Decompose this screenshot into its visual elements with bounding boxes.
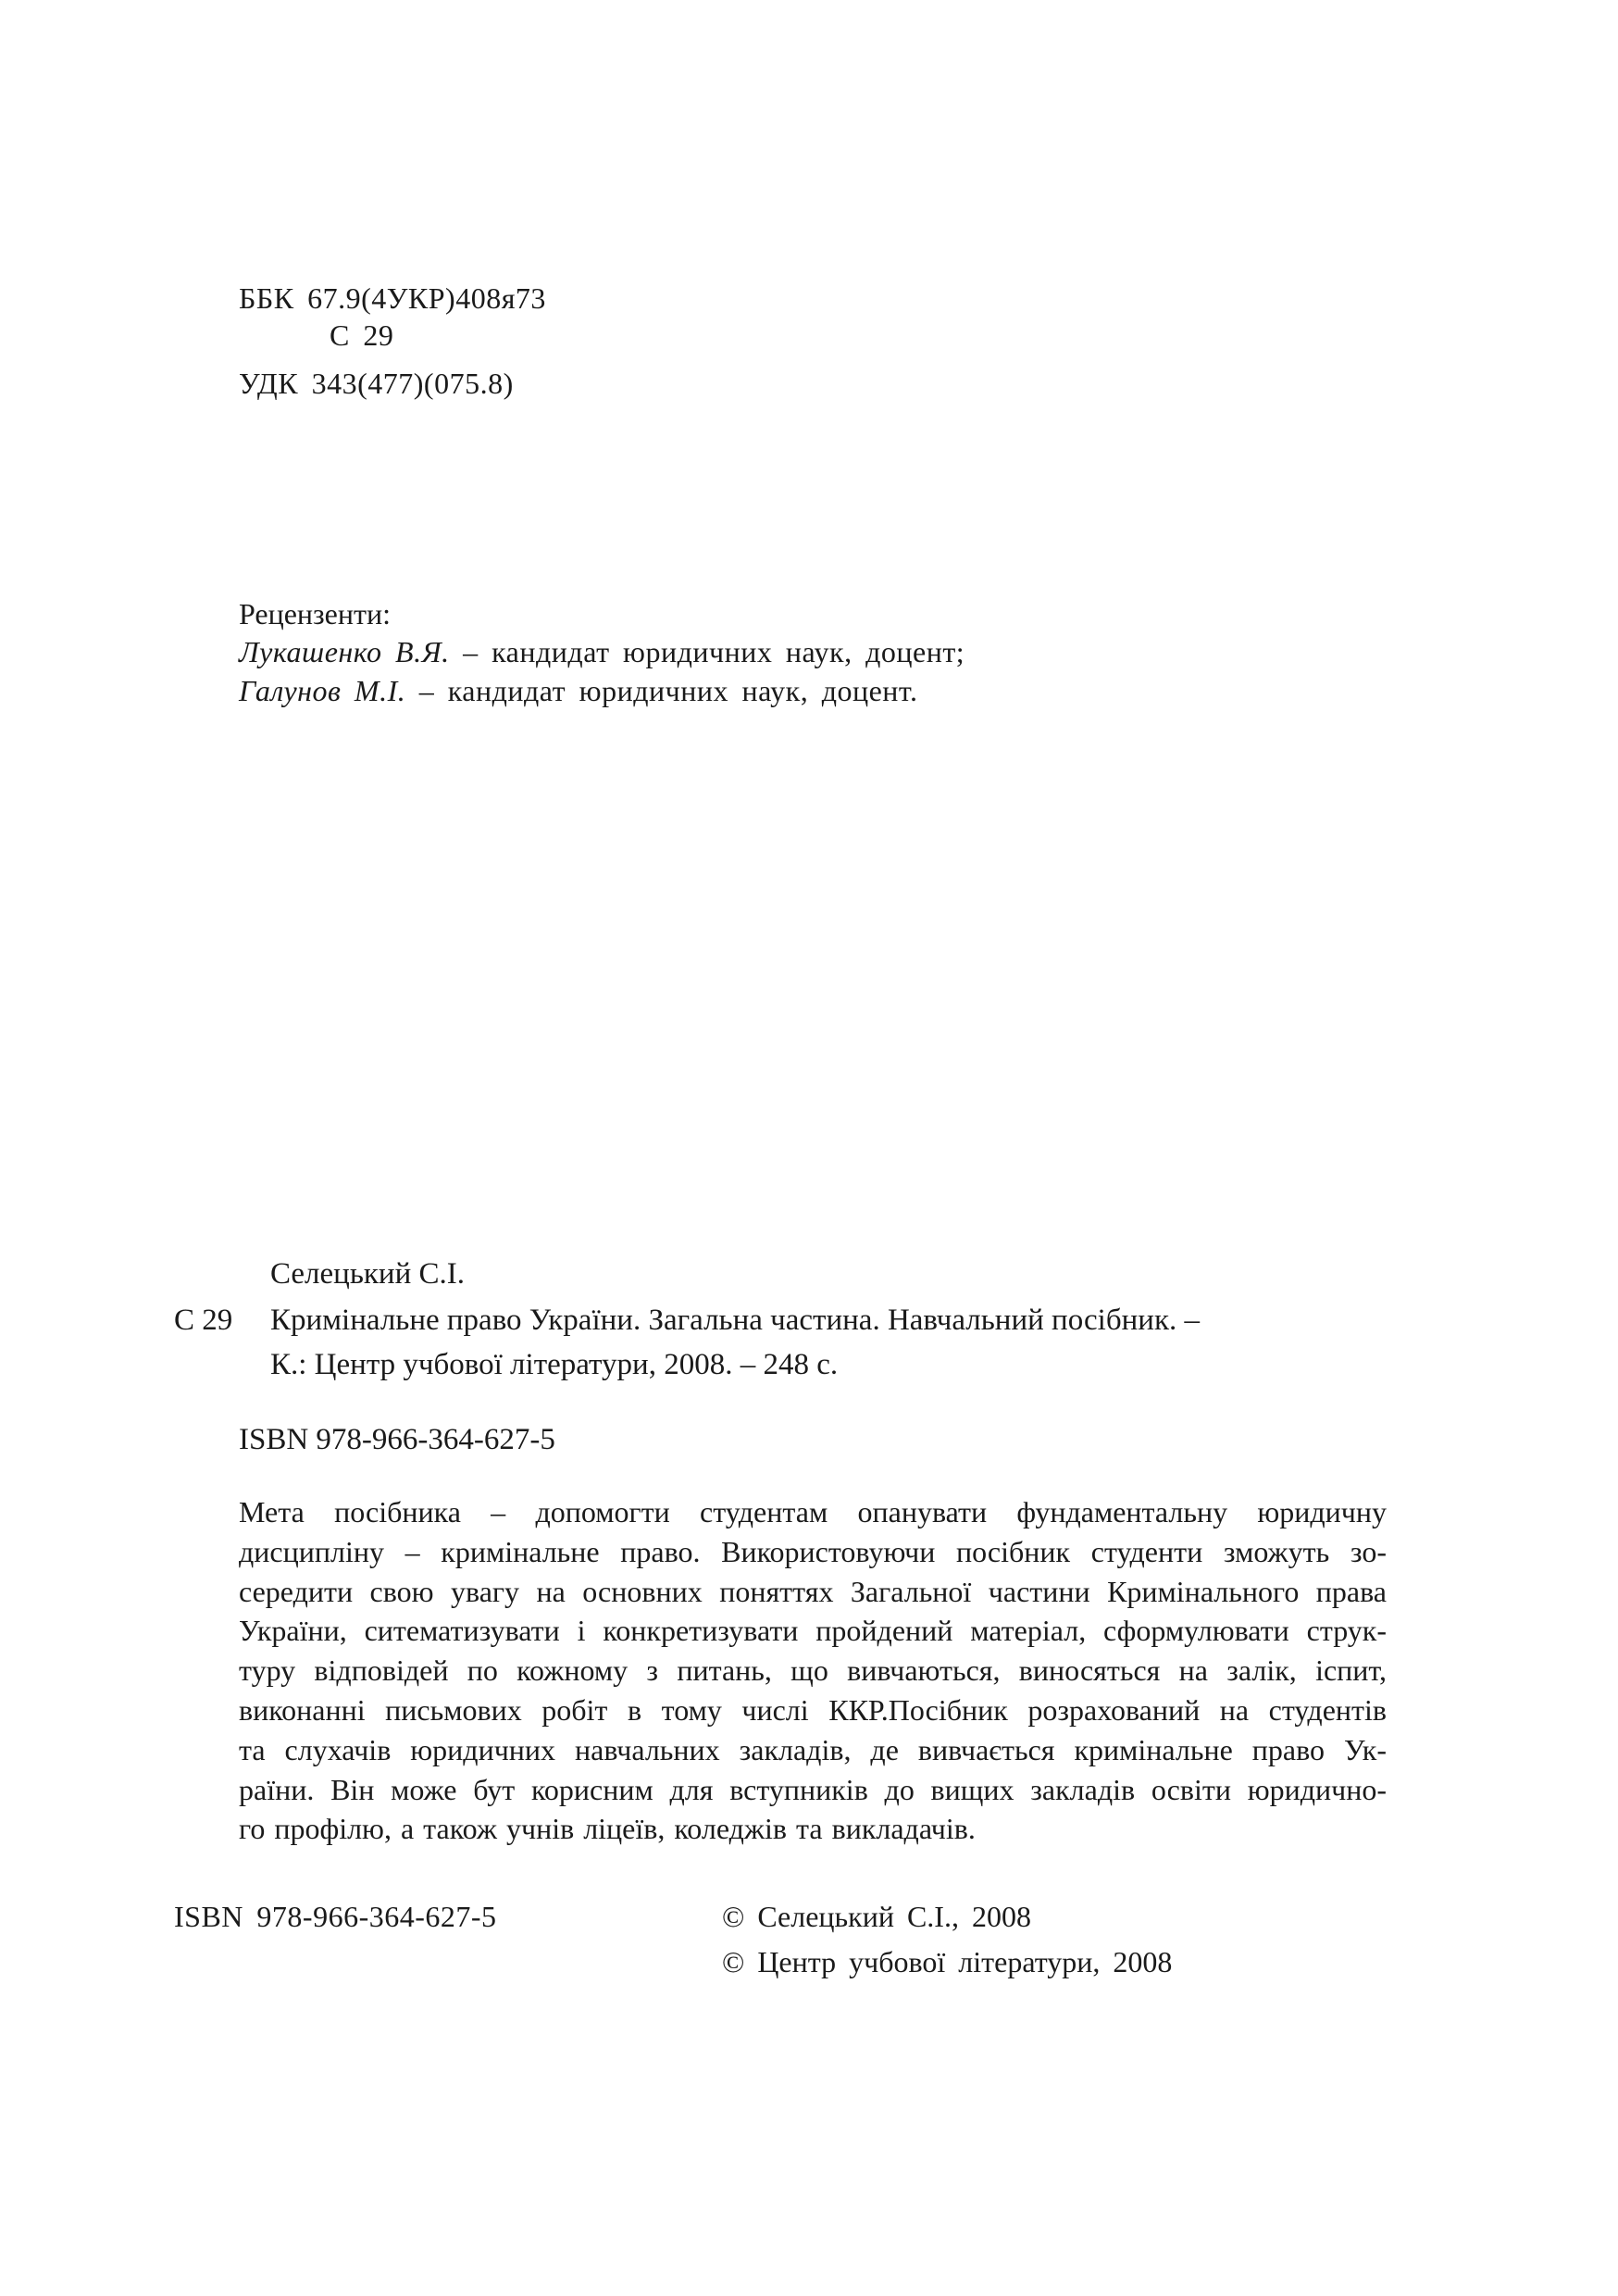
book-publisher-line: К.: Центр учбової літератури, 2008. – 248 с. — [270, 1348, 839, 1381]
reviewers-heading: Рецензенти: — [239, 597, 391, 630]
reviewer-2-description: – кандидат юридичних наук, доцент. — [405, 674, 918, 707]
annotation-line: Мета посібника – допомогти студентам опанувати фундаментальну юридичну — [239, 1495, 1387, 1529]
footer-isbn: ISBN 978-966-364-627-5 — [174, 1900, 497, 1933]
reviewer-1-name: Лукашенко В.Я. — [239, 635, 450, 668]
book-isbn: ISBN 978-966-364-627-5 — [239, 1423, 555, 1456]
book-author: Селецький С.І. — [270, 1257, 465, 1291]
annotation-line: середити свою увагу на основних поняттях Загальної частини Кримінального права — [239, 1574, 1387, 1608]
author-mark-top: С 29 — [330, 318, 394, 352]
copyright-publisher: © Центр учбової літератури, 2008 — [722, 1945, 1173, 1978]
reviewer-2 — [239, 672, 918, 709]
annotation-line: виконанні письмових робіт в тому числі ККР.Посібник розрахований на студентів — [239, 1692, 1387, 1727]
udk-code: УДК 343(477)(075.8) — [239, 367, 514, 400]
annotation-line: туру відповідей по кожному з питань, що вивчаються, виносяться на залік, іспит, — [239, 1653, 1387, 1688]
copyright-author: © Селецький С.І., 2008 — [722, 1900, 1031, 1933]
annotation-line: дисципліну – кримінальне право. Використовуючи посібник студенти зможуть зо- — [239, 1534, 1387, 1568]
reviewer-1 — [239, 633, 965, 670]
bibliographic-mark: С 29 — [174, 1304, 233, 1337]
annotation-line: раїни. Він може бут корисним для вступників до вищих закладів освіти юридично- — [239, 1772, 1387, 1806]
annotation-line: го профілю, а також учнів ліцеїв, коледжів та викладачів. — [239, 1812, 976, 1846]
book-title-line: Кримінальне право України. Загальна частина. Навчальний посібник. – — [270, 1304, 1200, 1337]
annotation-paragraph — [239, 1492, 1387, 1849]
bbk-code: ББК 67.9(4УКР)408я73 — [239, 281, 546, 315]
annotation-line: та слухачів юридичних навчальних закладів, де вивчається кримінальне право Ук- — [239, 1732, 1387, 1766]
annotation-line: України, ситематизувати і конкретизувати пройдений матеріал, сформулювати струк- — [239, 1614, 1387, 1648]
reviewer-1-description: – кандидат юридичних наук, доцент; — [449, 635, 965, 668]
reviewer-2-name: Галунов М.І. — [239, 674, 406, 707]
